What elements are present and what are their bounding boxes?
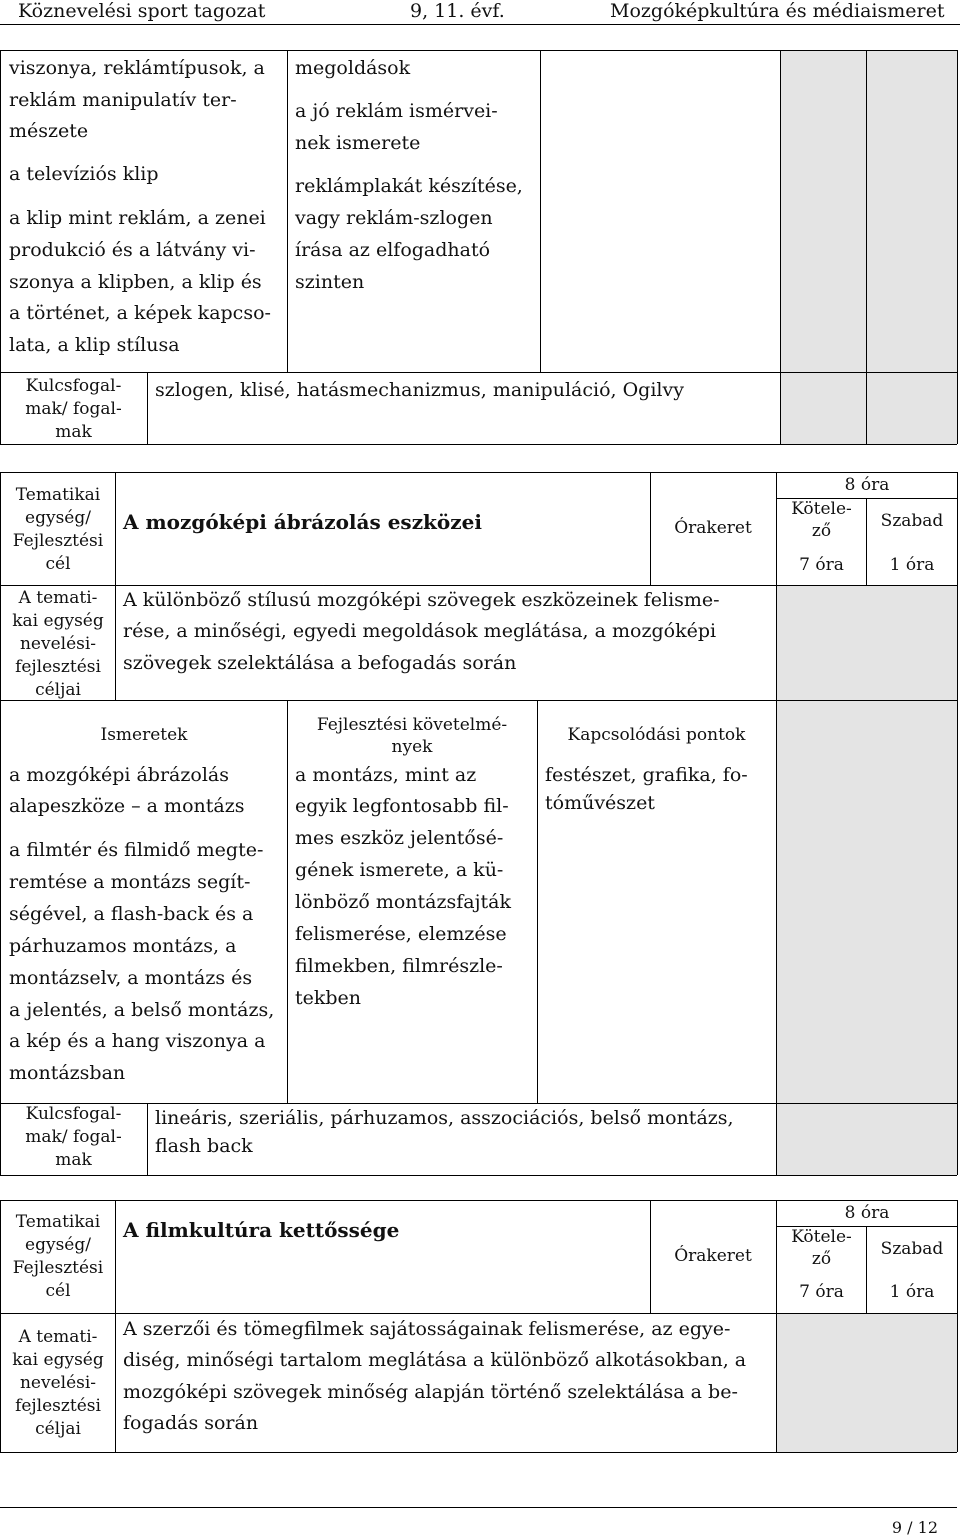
requirement-line: a montázs, mint az [295, 764, 477, 786]
goals-label: céljai [35, 680, 81, 700]
knowledge-line: alapeszköze – a montázs [9, 795, 245, 817]
knowledge-line: a jelentés, a belső montázs, [9, 999, 275, 1021]
knowledge-line: a kép és a hang viszonya a [9, 1030, 266, 1052]
goals-text: rése, a minőségi, egyedi megoldások meglátása, a mozgóképi [123, 620, 717, 642]
unit-label: Tematikai [15, 1212, 101, 1232]
total-hours: 8 óra [844, 475, 890, 495]
goals-label: A temati- [18, 588, 98, 608]
knowledge-line: a filmtér és filmidő megte- [9, 839, 264, 861]
goals-text: mozgóképi szövegek minőség alapján történő szelektálása a be- [123, 1381, 738, 1403]
mandatory-label: Kötele- [791, 499, 852, 519]
requirement-line: felismerése, elemzése [295, 923, 507, 945]
content-line: a történet, a képek kapcso- [9, 302, 271, 324]
header-right: Mozgóképkultúra és médiaismeret [610, 0, 945, 22]
content-line: lata, a klip stílusa [9, 334, 180, 356]
footer-rule [0, 1507, 957, 1508]
page-header [0, 0, 960, 26]
content-line: reklám manipulatív ter- [9, 89, 237, 111]
goals-label: fejlesztési [15, 1396, 101, 1416]
key-concepts-text: flash back [155, 1135, 253, 1157]
link-line: festészet, grafika, fo- [545, 764, 748, 786]
knowledge-line: ségével, a flash-back és a [9, 903, 254, 925]
goals-text: A különböző stílusú mozgóképi szövegek eszközeinek felisme- [123, 589, 720, 611]
key-concepts-label: mak/ fogal- [25, 1127, 122, 1147]
unit-label: Fejlesztési [12, 531, 104, 551]
free-hours: 1 óra [889, 1282, 935, 1302]
header-center: 9, 11. évf. [410, 0, 505, 22]
content-line: vagy reklám-szlogen [295, 207, 493, 229]
content-line: a klip mint reklám, a zenei [9, 207, 266, 229]
content-line: szinten [295, 271, 365, 293]
free-hours: 1 óra [889, 555, 935, 575]
knowledge-line: remtése a montázs segít- [9, 871, 251, 893]
mandatory-hours: 7 óra [799, 1282, 844, 1302]
content-line: mészete [9, 120, 89, 142]
column-header-knowledge: Ismeretek [100, 725, 188, 745]
requirement-line: mes eszköz jelentősé- [295, 827, 504, 849]
hours-label: Órakeret [674, 1246, 752, 1266]
goals-label: kai egység [12, 1350, 104, 1370]
requirement-line: filmekben, filmrészle- [295, 955, 503, 977]
unit-label: cél [45, 1281, 71, 1301]
goals-label: nevelési- [19, 1373, 97, 1393]
unit-label: cél [45, 554, 71, 574]
link-line: tóművészet [545, 792, 655, 814]
requirement-line: gének ismerete, a kü- [295, 859, 504, 881]
column-header-requirements: nyek [391, 737, 433, 757]
goals-label: fejlesztési [15, 657, 101, 677]
unit-label: Fejlesztési [12, 1258, 104, 1278]
unit-title: A mozgóképi ábrázolás eszközei [123, 510, 482, 534]
content-line: viszonya, reklámtípusok, a [9, 57, 265, 79]
goals-label: céljai [35, 1419, 81, 1439]
key-concepts-label: Kulcsfogal- [25, 1104, 122, 1124]
knowledge-line: montázselv, a montázs és [9, 967, 253, 989]
goals-text: diség, minőségi tartalom meglátása a különböző alkotásokban, a [123, 1349, 747, 1371]
unit-label: Tematikai [15, 485, 101, 505]
free-label: Szabad [880, 1239, 944, 1259]
unit-label: egység/ [25, 508, 91, 528]
knowledge-line: montázsban [9, 1062, 126, 1084]
requirement-line: egyik legfontosabb fil- [295, 795, 509, 817]
goals-text: A szerzői és tömegfilmek sajátosságainak felismerése, az egye- [123, 1318, 731, 1340]
mandatory-label: Kötele- [791, 1227, 852, 1247]
goals-text: fogadás során [123, 1412, 259, 1434]
content-line: megoldások [295, 57, 411, 79]
content-line: nek ismerete [295, 132, 421, 154]
key-concepts-label: Kulcsfogal- [25, 376, 122, 396]
key-concepts-label: mak [55, 1150, 92, 1170]
goals-label: A temati- [18, 1327, 98, 1347]
knowledge-line: párhuzamos montázs, a [9, 935, 237, 957]
goals-text: szövegek szelektálása a befogadás során [123, 652, 517, 674]
content-line: írása az elfogadható [295, 239, 491, 261]
key-concepts-text: szlogen, klisé, hatásmechanizmus, manipuláció, Ogilvy [155, 379, 684, 401]
unit-title: A filmkultúra kettőssége [123, 1218, 400, 1242]
mandatory-hours: 7 óra [799, 555, 844, 575]
content-line: produkció és a látvány vi- [9, 239, 256, 261]
key-concepts-text: lineáris, szeriális, párhuzamos, asszociációs, belső montázs, [155, 1107, 734, 1129]
content-line: reklámplakát készítése, [295, 175, 523, 197]
column-header-requirements: Fejlesztési követelmé- [316, 715, 508, 735]
content-line: a televíziós klip [9, 163, 159, 185]
mandatory-label: ző [811, 521, 832, 541]
column-header-links: Kapcsolódási pontok [567, 725, 746, 745]
hours-label: Órakeret [674, 518, 752, 538]
page-number: 9 / 12 [891, 1518, 938, 1537]
key-concepts-label: mak/ fogal- [25, 399, 122, 419]
knowledge-line: a mozgóképi ábrázolás [9, 764, 229, 786]
content-line: a jó reklám ismérvei- [295, 100, 498, 122]
free-label: Szabad [880, 511, 944, 531]
requirement-line: tekben [295, 987, 362, 1009]
mandatory-label: ző [811, 1249, 832, 1269]
content-line: szonya a klipben, a klip és [9, 271, 262, 293]
total-hours: 8 óra [844, 1203, 890, 1223]
requirement-line: lönböző montázsfajták [295, 891, 511, 913]
goals-label: nevelési- [19, 634, 97, 654]
goals-label: kai egység [12, 611, 104, 631]
key-concepts-label: mak [55, 422, 92, 442]
unit-label: egység/ [25, 1235, 91, 1255]
header-left: Köznevelési sport tagozat [18, 0, 266, 22]
